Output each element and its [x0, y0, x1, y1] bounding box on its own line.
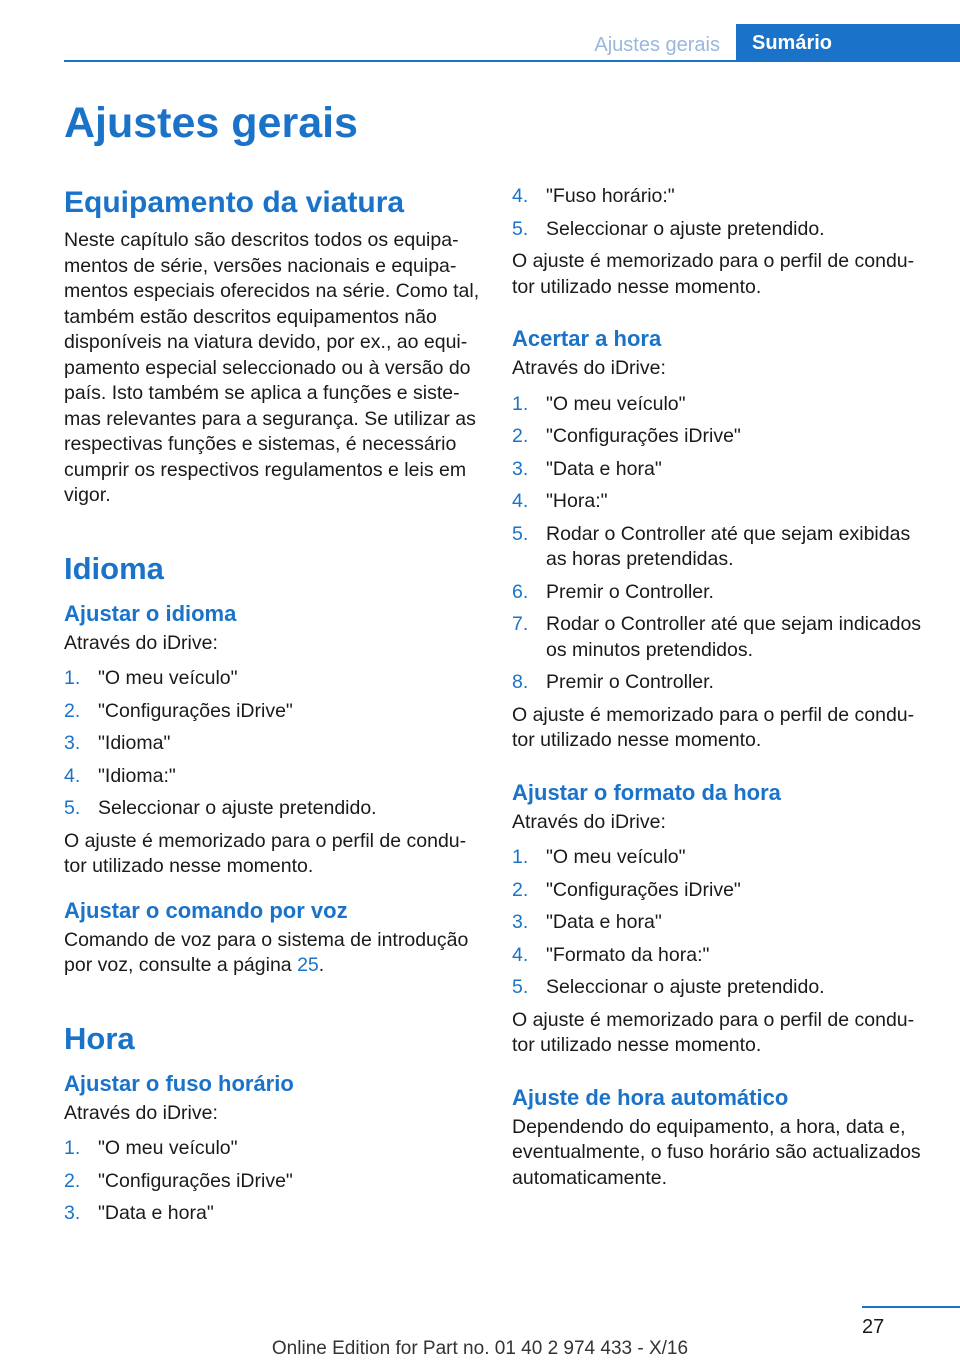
list-item: 1. "O meu veículo" — [64, 1137, 238, 1159]
list-item: 4. "Hora:" — [512, 490, 608, 512]
list-item: 4. "Idioma:" — [64, 764, 176, 787]
acertar-steps — [512, 392, 932, 696]
subheading-comando-voz: Ajustar o comando por voz — [64, 897, 348, 923]
subheading-formato-hora: Ajustar o formato da hora — [512, 779, 781, 805]
fuso-note: O ajuste é memorizado para o perfil de condu-tor utilizado nesse momento. — [512, 250, 915, 298]
header-rule — [64, 60, 960, 62]
edition-footer: Online Edition for Part no. 01 40 2 974 433 - X/16 — [271, 1338, 689, 1359]
section-heading-equipamento: Equipamento da viatura — [64, 186, 405, 219]
list-item: 5. Seleccionar o ajuste pretendido. — [64, 797, 377, 819]
footer-rule — [862, 1306, 960, 1308]
equipamento-text: Neste capítulo são descritos todos os equipa-mentos de série, versões nacionais e equipa-mentos especiais oferecidos na série. Como tal, também estão descritos equipamentos não disponíveis na viatura devido, por ex., ao equi-pamento especial seleccionado ou à versão do país. Isto também se aplica a funções e siste-mas relevantes para a segurança. Se utilizar as respectivas funções e sistemas, é necessário cumprir os respectivos regulamentos e leis em vigor. — [64, 229, 480, 506]
formato-intro: Através do iDrive: — [512, 810, 666, 833]
list-item: 2. "Configurações iDrive" — [64, 699, 293, 722]
formato-steps — [512, 845, 932, 1001]
acertar-intro: Através do iDrive: — [512, 357, 666, 379]
section-heading-hora: Hora — [64, 1020, 135, 1056]
list-item: 3. "Data e hora" — [512, 911, 662, 933]
section-heading-idioma: Idioma — [64, 550, 164, 586]
formato-note: O ajuste é memorizado para o perfil de condu-tor utilizado nesse momento. — [512, 1008, 915, 1056]
list-item: 1. "O meu veículo" — [512, 392, 686, 415]
acertar-note: O ajuste é memorizado para o perfil de condu-tor utilizado nesse momento. — [512, 703, 915, 751]
subheading-ajustar-idioma: Ajustar o idioma — [64, 600, 237, 626]
list-item: 1. "O meu veículo" — [64, 667, 238, 689]
list-item: 7. Rodar o Controller até que sejam indicados os minutos pretendidos. — [512, 613, 922, 661]
right-column — [512, 184, 932, 1201]
fuso-steps-continued — [512, 184, 932, 242]
header-breadcrumb[interactable]: Ajustes gerais — [594, 34, 720, 56]
list-item: 2. "Configurações iDrive" — [512, 425, 741, 447]
subheading-acertar-hora: Acertar a hora — [512, 326, 662, 351]
list-item: 4. "Fuso horário:" — [512, 185, 675, 207]
subheading-fuso-horario: Ajustar o fuso horário — [64, 1070, 294, 1096]
list-item: 3. "Idioma" — [64, 732, 171, 754]
list-item: 2. "Configurações iDrive" — [64, 1169, 293, 1192]
idioma-note: O ajuste é memorizado para o perfil de condu-tor utilizado nesse momento. — [64, 829, 467, 877]
list-item: 2. "Configurações iDrive" — [512, 878, 741, 901]
list-item: 5. Seleccionar o ajuste pretendido. — [512, 217, 825, 240]
list-item: 5. Rodar o Controller até que sejam exibidas as horas pretendidas. — [512, 522, 911, 570]
list-item: 5. Seleccionar o ajuste pretendido. — [512, 976, 825, 998]
comando-voz-text: Comando de voz para o sistema de introdução por voz, consulte a página 25. — [64, 928, 469, 976]
page-number: 27 — [862, 1316, 885, 1338]
header-summary-tab[interactable]: Sumário — [736, 24, 960, 62]
list-item: 4. "Formato da hora:" — [512, 943, 710, 966]
list-item: 1. "O meu veículo" — [512, 846, 686, 868]
left-column — [64, 184, 484, 1234]
hora-automatica-text: Dependendo do equipamento, a hora, data e, eventualmente, o fuso horário são actualizados automaticamente. — [512, 1115, 921, 1189]
page-title: Ajustes gerais — [64, 99, 358, 147]
list-item: 3. "Data e hora" — [512, 457, 662, 480]
fuso-steps — [64, 1136, 484, 1227]
fuso-intro: Através do iDrive: — [64, 1101, 218, 1124]
idioma-steps — [64, 666, 484, 822]
idioma-intro: Através do iDrive: — [64, 631, 218, 654]
list-item: 6. Premir o Controller. — [512, 580, 714, 603]
subheading-hora-automatica: Ajuste de hora automático — [512, 1084, 789, 1110]
list-item: 3. "Data e hora" — [64, 1202, 214, 1224]
page-link-25[interactable]: 25 — [297, 954, 319, 976]
list-item: 8. Premir o Controller. — [512, 671, 714, 693]
